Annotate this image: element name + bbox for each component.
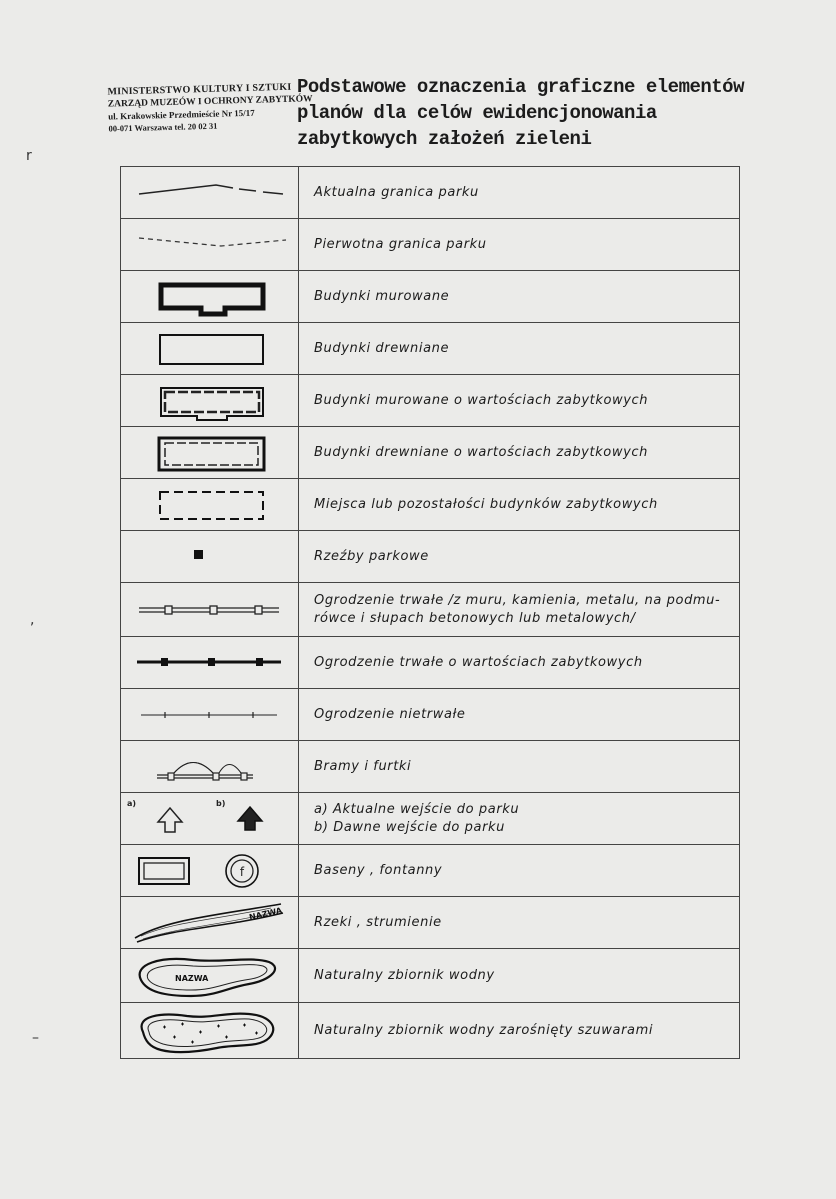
symbol-cell [121, 167, 299, 219]
legend-row [121, 1003, 740, 1059]
legend-description: Budynki drewniane o wartościach zabytkowych [299, 427, 740, 479]
stamp-line: MINISTERSTWO KULTURY I SZTUKI [107, 81, 292, 98]
legend-description: Budynki drewniane [299, 323, 740, 375]
legend-row [121, 479, 740, 531]
legend-row [121, 741, 740, 793]
symbol-cell [121, 689, 299, 741]
fountain-glyph: f [239, 864, 245, 879]
margin-mark: r [26, 148, 32, 164]
legend-row [121, 323, 740, 375]
legend-row [121, 689, 740, 741]
symbol-cell [121, 531, 299, 583]
legend-description: Naturalny zbiornik wodny zarośnięty szuwarami [299, 1003, 740, 1059]
symbol-cell [121, 427, 299, 479]
legend-description: Budynki murowane o wartościach zabytkowych [299, 375, 740, 427]
description-line: rówce i słupach betonowych lub metalowych/ [314, 610, 636, 626]
legend-row [121, 845, 740, 897]
stamp-line: ZARZĄD MUZEÓW I OCHRONY ZABYTKÓW [107, 94, 313, 110]
legend-description: Baseny , fontanny [299, 845, 740, 897]
legend-row [121, 949, 740, 1003]
legend-row [121, 427, 740, 479]
label-b: b) [216, 798, 226, 808]
symbol-cell [121, 219, 299, 271]
river-name-label: NAZWA [248, 905, 283, 922]
symbol-cell [121, 271, 299, 323]
legend-description [299, 793, 740, 845]
legend-row [121, 219, 740, 271]
symbol-cell [121, 323, 299, 375]
legend-row [121, 375, 740, 427]
symbol-cell [121, 479, 299, 531]
stamp-line: 00-071 Warszawa tel. 20 02 31 [108, 120, 218, 134]
symbol-cell [121, 637, 299, 689]
lake-name-label: NAZWA [175, 973, 209, 983]
legend-description: Ogrodzenie nietrwałe [299, 689, 740, 741]
legend-description: Bramy i furtki [299, 741, 740, 793]
entrance-arrow-icon [121, 794, 298, 844]
legend-row [121, 583, 740, 637]
legend-row [121, 531, 740, 583]
legend-description: Rzeźby parkowe [299, 531, 740, 583]
symbol-cell [121, 949, 299, 1003]
gate-icon [121, 742, 298, 792]
legend-table [120, 166, 740, 1059]
margin-mark: – [32, 1030, 39, 1046]
small-square-icon [121, 532, 298, 582]
historic-wooden-building-icon [121, 428, 298, 478]
legend-row [121, 167, 740, 219]
title-line: zabytkowych założeń zieleni [297, 128, 592, 150]
historic-fence-icon [121, 638, 298, 688]
fence-posts-icon [121, 584, 298, 636]
symbol-cell [121, 1003, 299, 1059]
temporary-fence-icon [121, 690, 298, 740]
margin-mark: , [30, 612, 35, 628]
legend-row [121, 271, 740, 323]
symbol-cell [121, 897, 299, 949]
title-line: Podstawowe oznaczenia graficzne elementów [297, 76, 744, 98]
symbol-cell [121, 375, 299, 427]
legend-description: Budynki murowane [299, 271, 740, 323]
river-icon [121, 898, 298, 948]
description-line: b) Dawne wejście do parku [314, 819, 506, 835]
ministry-stamp [107, 81, 313, 134]
symbol-cell [121, 845, 299, 897]
symbol-cell [121, 583, 299, 637]
label-a: a) [127, 798, 137, 808]
lake-icon [121, 950, 298, 1002]
legend-description: Aktualna granica parku [299, 167, 740, 219]
legend-description: Rzeki , strumienie [299, 897, 740, 949]
description-line: a) Aktualne wejście do parku [314, 801, 520, 817]
dashed-line-icon [121, 220, 298, 270]
solid-dash-line-icon [121, 168, 298, 218]
title-line: planów dla celów ewidencjonowania [297, 102, 657, 124]
symbol-cell [121, 741, 299, 793]
page-title [297, 74, 744, 152]
symbol-cell [121, 793, 299, 845]
legend-row [121, 793, 740, 845]
legend-description: Naturalny zbiornik wodny [299, 949, 740, 1003]
thick-building-outline-icon [121, 272, 298, 322]
legend-description: Ogrodzenie trwałe o wartościach zabytkowych [299, 637, 740, 689]
overgrown-lake-icon [121, 1004, 298, 1058]
legend-row [121, 637, 740, 689]
stamp-line: ul. Krakowskie Przedmieście Nr 15/17 [108, 107, 255, 122]
dashed-building-icon [121, 480, 298, 530]
thin-building-outline-icon [121, 324, 298, 374]
legend-description: Miejsca lub pozostałości budynków zabytkowych [299, 479, 740, 531]
pool-fountain-icon [121, 846, 298, 896]
legend-description: Pierwotna granica parku [299, 219, 740, 271]
description-line: Ogrodzenie trwałe /z muru, kamienia, metalu, na podmu- [314, 592, 721, 608]
historic-masonry-building-icon [121, 376, 298, 426]
legend-row [121, 897, 740, 949]
legend-description [299, 583, 740, 637]
